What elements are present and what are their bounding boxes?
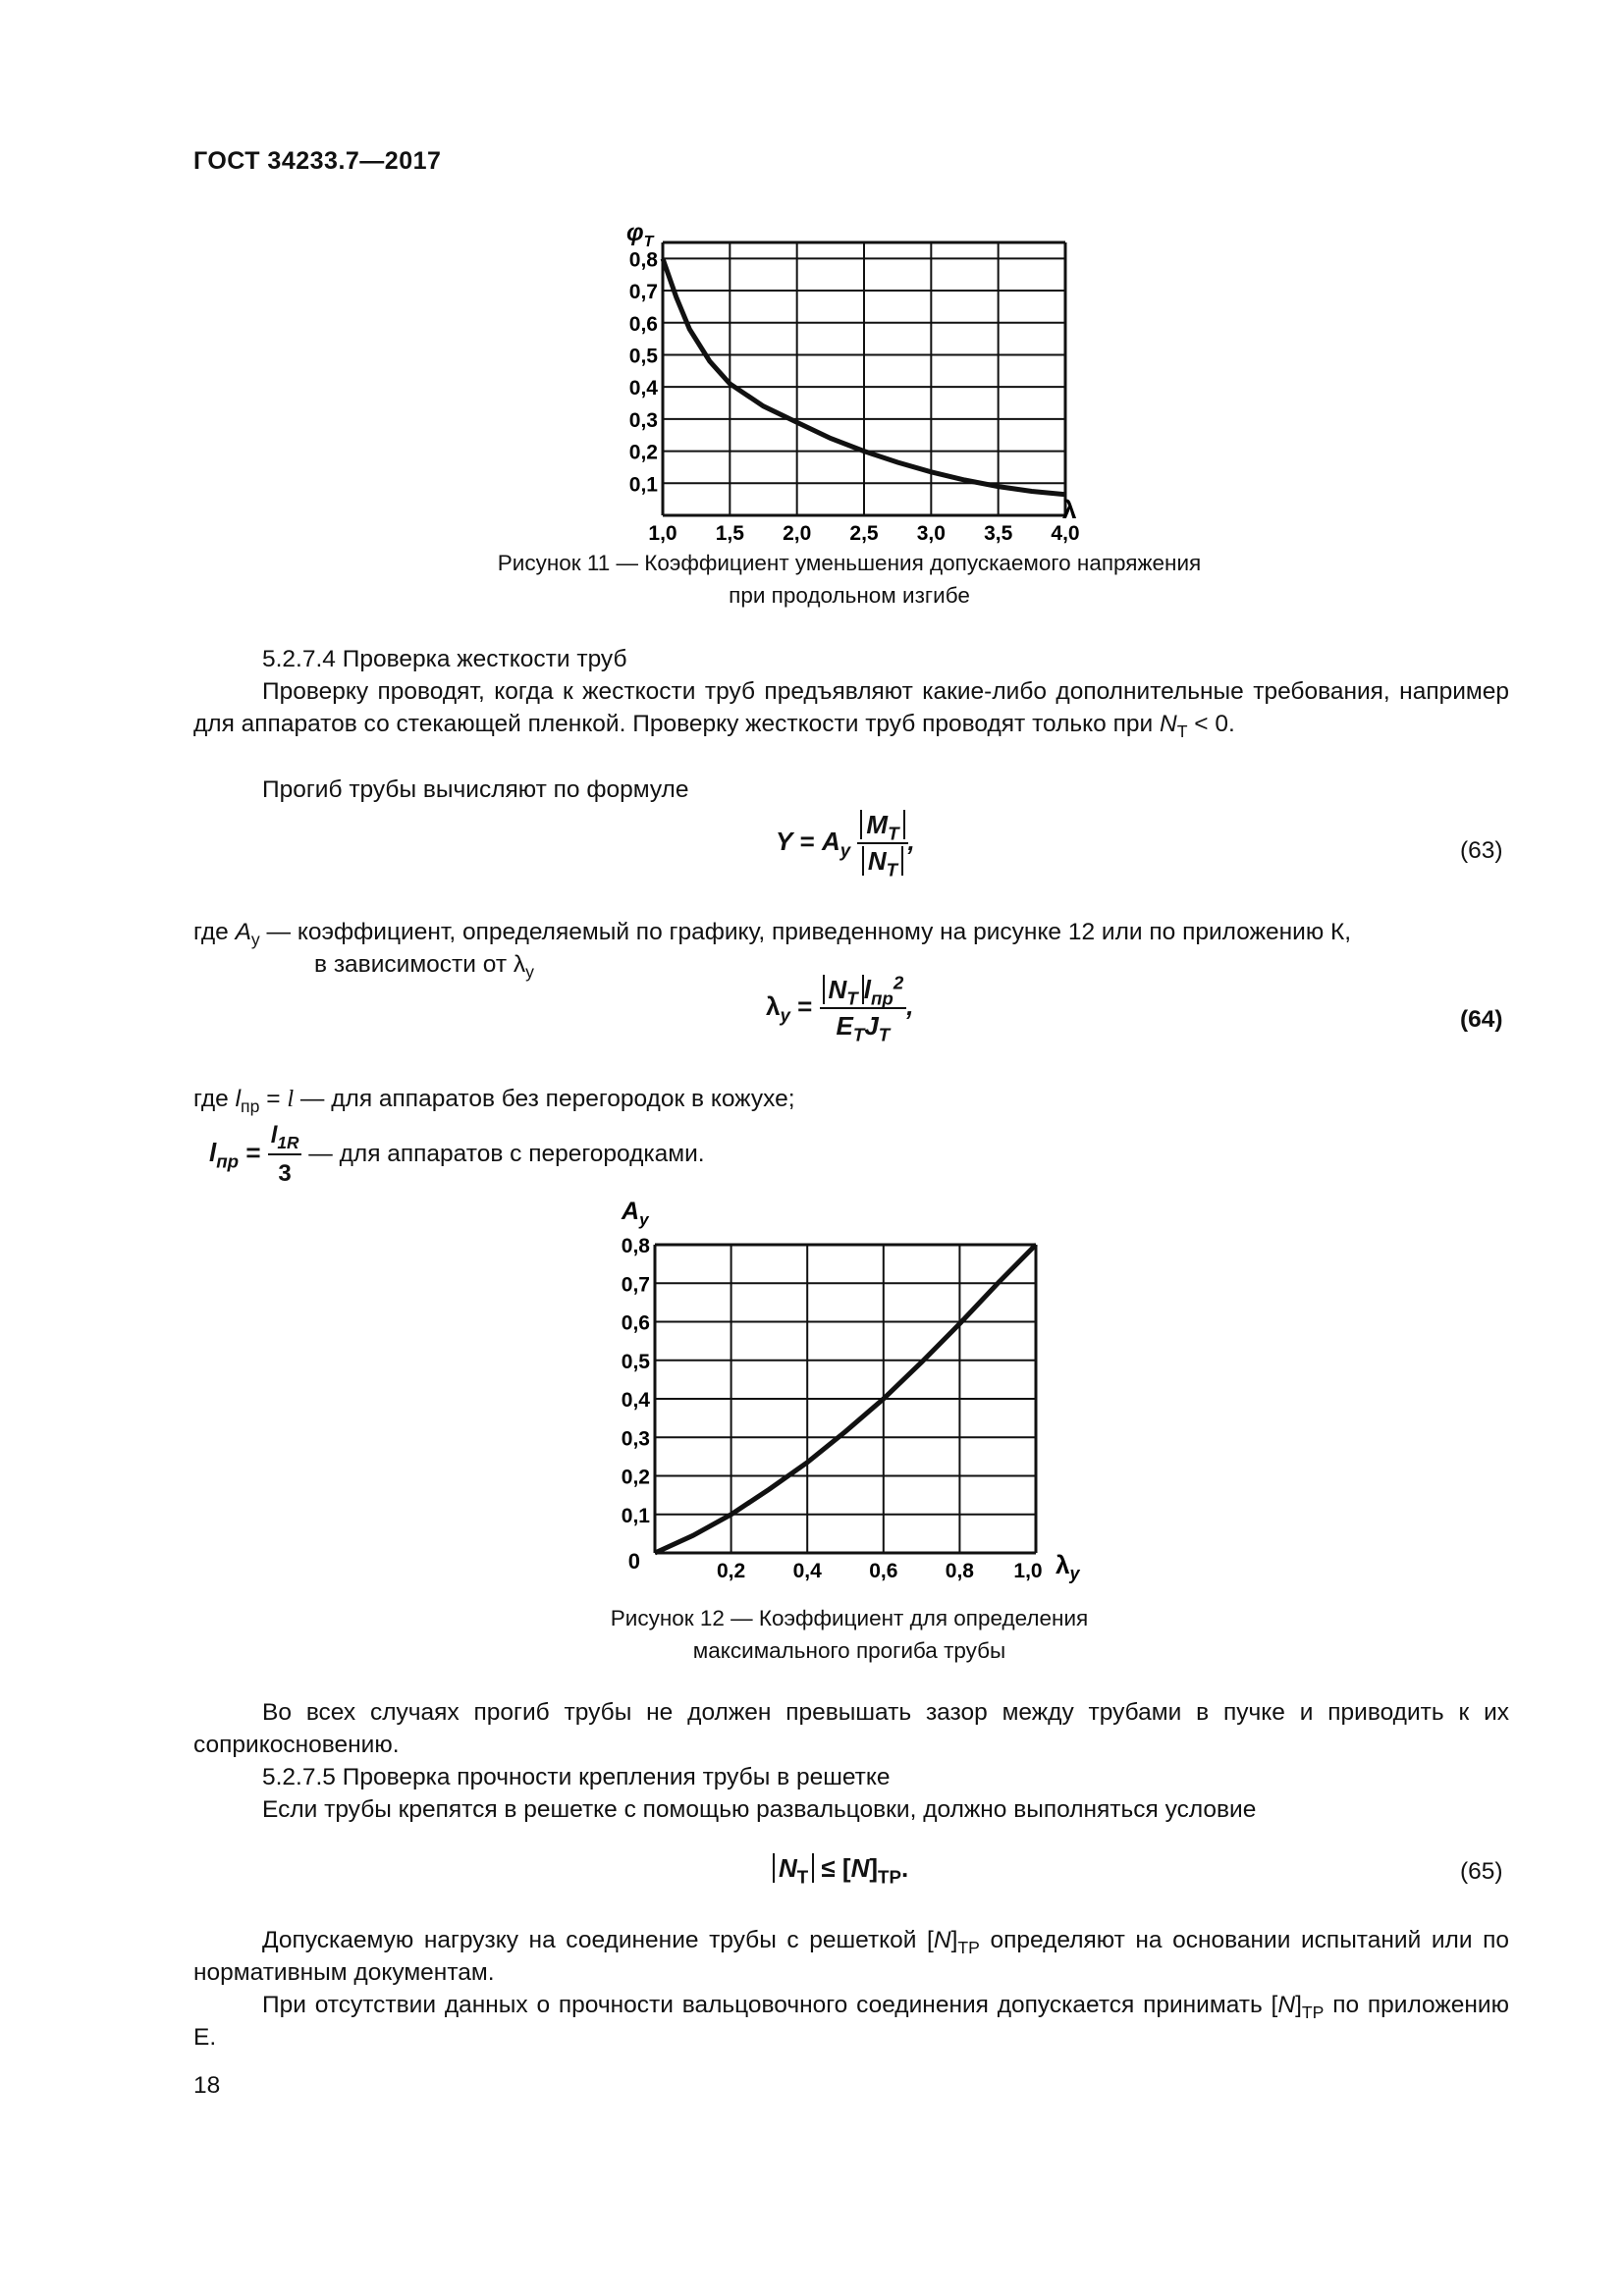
figure-11-x-tick: 4,0 [1051, 522, 1080, 545]
figure-12-y-label: $A_y$ [622, 1198, 649, 1229]
equation-63: $Y = A_y$ $\frac{M_T}{N_T}$ , [776, 810, 915, 881]
page-number: 18 [193, 2072, 221, 2099]
section-5275-title: 5.2.7.5 Проверка прочности крепления трубы в решетке [262, 1764, 891, 1790]
definition-ay-continued: в зависимости от $\lambda_y$ [314, 951, 534, 983]
figure-11-x-tick: 3,5 [984, 522, 1013, 545]
figure-12-x-tick: 1,0 [1013, 1560, 1043, 1582]
figure-12-x-tick: 0,6 [869, 1560, 898, 1582]
equation-63-number: (63) [1460, 837, 1503, 864]
figure-11-y-tick: 0,7 [628, 281, 658, 304]
figure-12-x-tick: 0,8 [945, 1560, 975, 1582]
figure-12-caption [373, 1602, 1326, 1667]
paragraph-rolling-condition: Если трубы крепятся в решетке с помощью развальцовки, должно выполняться условие [262, 1796, 1257, 1823]
figure-11-y-tick: 0,3 [628, 408, 658, 432]
figure-12-x-tick: 0,2 [716, 1560, 746, 1582]
figure-11-x-label: λ [1062, 495, 1077, 524]
equation-65-number: (65) [1460, 1858, 1503, 1885]
figure-12-y-tick: 0,7 [621, 1273, 650, 1297]
figure-11-y-tick: 0,1 [628, 473, 658, 497]
figure-12-x-label: $\lambda_y$ [1056, 1550, 1080, 1583]
equation-65: $N_T \le [N]_{TP}$. [773, 1853, 908, 1884]
figure-12-caption-line2: максимального прогиба трубы [692, 1638, 1006, 1663]
figure-11-x-tick: 1,5 [715, 522, 744, 545]
section-5274-title: 5.2.7.4 Проверка жесткости труб [262, 646, 627, 672]
figure-12-y-tick: 0,4 [621, 1389, 650, 1412]
paragraph-no-data: При отсутствии данных о прочности вальцовочного соединения допускается принимать $[N]_{TP}$ по приложению Е. [193, 1992, 1509, 2051]
definition-ay: где $A_y$ — коэффициент, определяемый по графику, приведенному на рисунке 12 или по приложению К, [193, 919, 1352, 950]
paragraph-deflection-formula-intro: Прогиб трубы вычисляют по формуле [262, 776, 689, 803]
figure-11-x-tick: 2,0 [783, 522, 812, 545]
figure-12-chart [604, 1198, 1114, 1585]
figure-11-y-tick: 0,4 [628, 377, 658, 400]
figure-11-y-label: $\varphi_T$ [626, 219, 654, 250]
figure-11-x-tick: 1,0 [648, 522, 677, 545]
figure-12-y-tick: 0,5 [621, 1350, 650, 1373]
figure-12-grid [655, 1245, 1036, 1553]
figure-12-y-tick: 0,3 [621, 1427, 650, 1451]
figure-12-tick-labels [622, 1235, 1043, 1582]
figure-11-y-tick: 0,2 [628, 441, 658, 464]
figure-11-caption-line2: при продольном изгибе [729, 583, 970, 608]
paragraph-allowable-load: Допускаемую нагрузку на соединение трубы с решеткой $[N]_{TP}$ определяют на основании испытаний или по нормативным документам. [193, 1927, 1509, 1986]
figure-11-chart [609, 219, 1119, 545]
figure-12-y-tick: 0,8 [621, 1235, 650, 1257]
equation-64: $\lambda_y$ = $\frac{N_T l_{пр}^2}{E_TJ_T}$ , [766, 972, 914, 1045]
figure-12-y-tick: 0,6 [621, 1311, 650, 1335]
equation-64-number: (64) [1460, 1006, 1503, 1033]
paragraph-deflection-limit: Во всех случаях прогиб трубы не должен превышать зазор между трубами в пучке и приводить к их соприкосновению. [193, 1699, 1509, 1758]
definition-lpr-with-baffles: $l_{пр}$ = $\frac{l_{1R}}{3}$ — для аппаратов с перегородками. [209, 1119, 705, 1190]
figure-12-origin-label: 0 [627, 1549, 640, 1574]
definition-lpr-no-baffles: где $l_{пр} = l$ — для аппаратов без перегородок в кожухе; [193, 1086, 795, 1117]
figure-11-caption-line1: Рисунок 11 — Коэффициент уменьшения допускаемого напряжения [497, 551, 1202, 575]
figure-11-tick-labels [629, 248, 1080, 545]
figure-11-x-tick: 3,0 [916, 522, 946, 545]
document-code: ГОСТ 34233.7—2017 [193, 147, 442, 175]
figure-11-caption [373, 547, 1326, 612]
figure-12-x-tick: 0,4 [792, 1560, 822, 1582]
figure-12-y-tick: 0,2 [621, 1466, 650, 1489]
paragraph-stiffness-check: Проверку проводят, когда к жесткости труб предъявляют какие-либо дополнительные требования, например для аппаратов со стекающей пленкой. Проверку жесткости труб проводят только при $N_T < 0$. [193, 678, 1509, 742]
figure-11-y-tick: 0,8 [628, 248, 658, 272]
figure-11-y-tick: 0,6 [628, 312, 658, 336]
figure-12-y-tick: 0,1 [621, 1504, 650, 1527]
figure-11-y-tick: 0,5 [628, 345, 658, 368]
figure-12-caption-line1: Рисунок 12 — Коэффициент для определения [610, 1606, 1089, 1630]
figure-11-x-tick: 2,5 [849, 522, 879, 545]
